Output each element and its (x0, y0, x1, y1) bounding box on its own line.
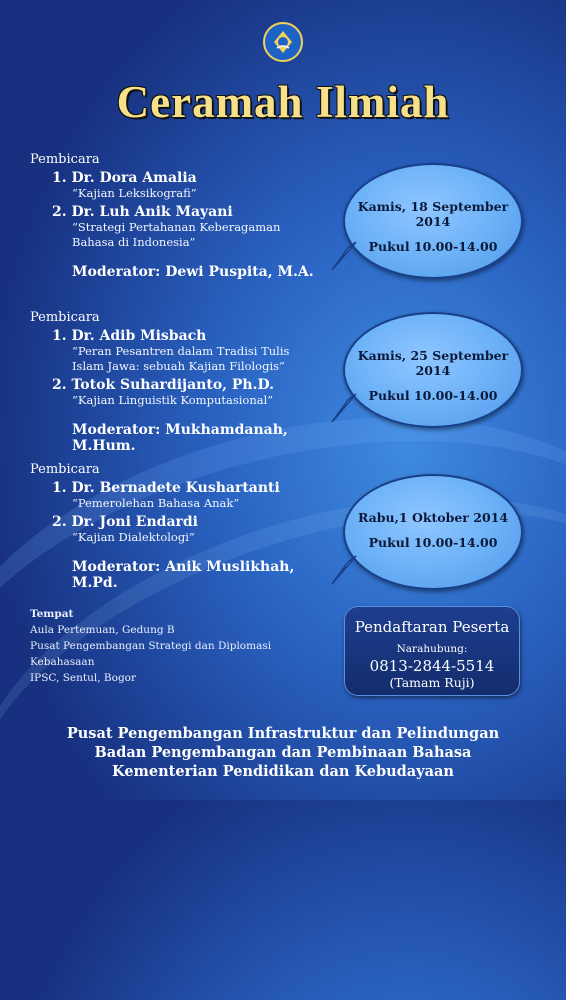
speaker-topic: “Kajian Dialektologi” (72, 530, 195, 544)
registration-heading: Pendaftaran Peserta (354, 618, 510, 636)
speaker-name: 1. Dr. Adib Misbach (52, 328, 207, 344)
footer-line: Badan Pengembangan dan Pembinaan Bahasa (94, 744, 472, 761)
session-time: Pukul 10.00-14.00 (368, 535, 498, 550)
session-time: Pukul 10.00-14.00 (368, 239, 498, 254)
speaker-topic: “Peran Pesantren dalam Tradisi Tulis Islam Jawa: sebuah Kajian Filologis” (72, 344, 290, 373)
speaker-topic: “Pemerolehan Bahasa Anak” (72, 496, 240, 510)
session-2 (30, 310, 340, 454)
session-date: Rabu,1 Oktober 2014 (357, 510, 509, 525)
schedule-bubble (343, 312, 523, 428)
venue-line: Aula Pertemuan, Gedung B (30, 624, 175, 636)
footer-line: Pusat Pengembangan Infrastruktur dan Pelindungan (66, 725, 500, 742)
session-1 (30, 152, 340, 280)
organizer-footer (0, 724, 566, 781)
speaker-name: 2. Dr. Luh Anik Mayani (52, 204, 233, 220)
venue-heading: Tempat (30, 608, 74, 620)
speaker-label: Pembicara (30, 310, 100, 325)
venue-info (30, 606, 290, 686)
session-time: Pukul 10.00-14.00 (368, 388, 498, 403)
registration-box (344, 606, 520, 696)
speaker-topic: “Kajian Linguistik Komputasional” (72, 393, 274, 407)
ministry-logo-icon (263, 22, 303, 62)
schedule-bubble (343, 163, 523, 279)
page-title: Ceramah Ilmiah (116, 77, 450, 127)
venue-line: Pusat Pengembangan Strategi dan Diplomasi Kebahasaan (30, 640, 272, 668)
speaker-topic: “Strategi Pertahanan Keberagaman Bahasa di Indonesia” (72, 220, 281, 249)
speaker-name: 2. Totok Suhardijanto, Ph.D. (52, 377, 275, 393)
footer-line: Kementerian Pendidikan dan Kebudayaan (112, 763, 454, 780)
speaker-name: 2. Dr. Joni Endardi (52, 514, 198, 530)
speaker-name: 1. Dr. Bernadete Kushartanti (52, 480, 280, 496)
bubble-tail (326, 392, 366, 426)
moderator: Moderator: Dewi Puspita, M.A. (72, 264, 314, 280)
session-date: Kamis, 18 September 2014 (357, 199, 509, 229)
speaker-label: Pembicara (30, 462, 100, 477)
bubble-tail (326, 554, 366, 588)
schedule-bubble (343, 474, 523, 590)
speaker-label: Pembicara (30, 152, 100, 167)
moderator: Moderator: Mukhamdanah, M.Hum. (72, 422, 288, 454)
contact-label: Narahubung: (396, 643, 468, 655)
moderator: Moderator: Anik Muslikhah, M.Pd. (72, 559, 295, 591)
venue-line: IPSC, Sentul, Bogor (30, 672, 137, 684)
bubble-tail (326, 240, 366, 274)
session-3 (30, 462, 340, 591)
session-date: Kamis, 25 September 2014 (357, 348, 509, 378)
speaker-topic: “Kajian Leksikografi” (72, 186, 197, 200)
contact-phone: 0813-2844-5514 (369, 657, 495, 675)
contact-name: (Tamam Ruji) (389, 675, 475, 690)
speaker-name: 1. Dr. Dora Amalia (52, 170, 197, 186)
